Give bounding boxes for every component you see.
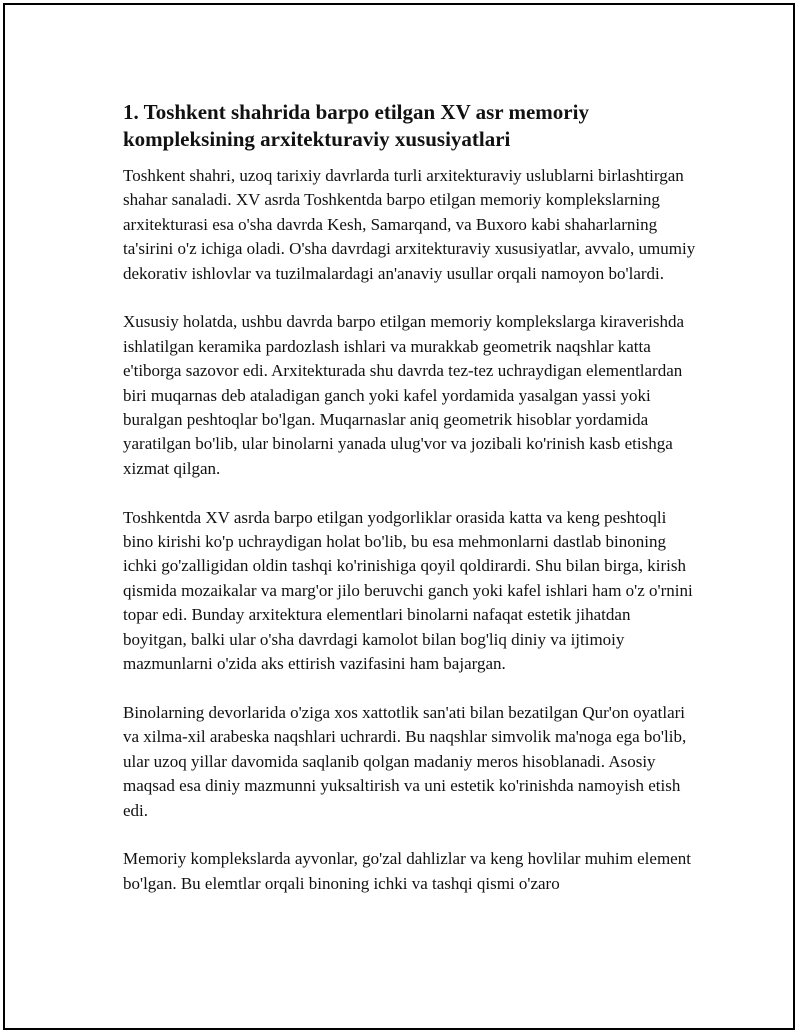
paragraph-4: Binolarning devorlarida o'ziga xos xattotlik san'ati bilan bezatilgan Qur'on oyatlari va xilma-xil arabeska naqshlari uchrardi. Bu naqshlar simvolik ma'noga ega bo'lib, ular uzoq yillar davomida saqlanib qolgan madaniy meros hisoblanadi. Asosiy maqsad esa diniy mazmunni yuksaltirish va uni estetik ko'rinishda namoyish etish edi. — [123, 702, 687, 820]
paragraph-1: Toshkent shahri, uzoq tarixiy davrlarda turli arxitekturaviy uslublarni birlashtirgan shahar sanaladi. XV asrda Toshkentda barpo etilgan memoriy komplekslarning arxitekturasi esa o'sha davrda Kesh, Samarqand, va Buxoro kabi shaharlarning ta'sirini o'z ichiga oladi. O'sha davrdagi arxitekturaviy xususiyatlar, avvalo, umumiy dekorativ ishlovlar va tuzilmalardagi an'anaviy usullar orqali namoyon bo'lardi. — [123, 166, 696, 283]
paragraph-3: Toshkentda XV asrda barpo etilgan yodgorliklar orasida katta va keng peshtoqli bino kirishi ko'p uchraydigan holat bo'lib, bu esa mehmonlarni dastlab binoning ichki go'zalligidan oldin tashqi ko'rinishiga qoyil qoldirardi. Shu bilan birga, kirish qismida mozaikalar va marg'or jilo beruvchi ganch yoki kafel ishlari ham o'z o'rnini topar edi. Bunday arxitektura elementlari binolarni nafaqat estetik jihatdan boyitgan, balki ular o'sha davrdagi kamolot bilan bog'liq diniy va ijtimoiy mazmunlarni o'zida aks ettirish vazifasini ham bajargan. — [123, 507, 693, 674]
page-frame — [3, 3, 795, 1030]
document-body — [123, 99, 698, 921]
section-heading: 1. Toshkent shahrida barpo etilgan XV asr memoriy kompleksining arxitekturaviy xususiyatlari — [123, 100, 589, 151]
paragraph-2: Xususiy holatda, ushbu davrda barpo etilgan memoriy komplekslarga kiraverishda ishlatilgan keramika pardozlash ishlari va murakkab geometrik naqshlar katta e'tiborga sazovor edi. Arxitekturada shu davrda tez-tez uchraydigan elementlardan biri muqarnas deb ataladigan ganch yoki kafel yordamida yasalgan yassi yoki buralgan peshtoqlar bo'lgan. Muqarnaslar aniq geometrik hisoblar yordamida yaratilgan bo'lib, ular binolarni yanada ulug'vor va jozibali ko'rinish kasb etishga xizmat qilgan. — [123, 312, 685, 478]
paragraph-5: Memoriy komplekslarda ayvonlar, go'zal dahlizlar va keng hovlilar muhim element bo'lgan. Bu elemtlar orqali binoning ichki va tashqi qismi o'zaro — [123, 849, 691, 893]
